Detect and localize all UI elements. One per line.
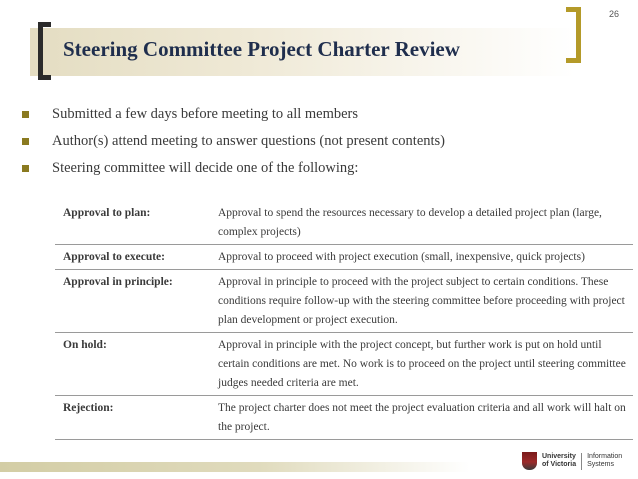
university-logo [522,449,622,473]
bullet-text: Submitted a few days before meeting to all members [52,106,359,122]
slide-title: Steering Committee Project Charter Review [63,37,460,61]
decision-description: Approval in principle to proceed with the project subject to certain conditions. These conditions require follow-up with the steering committee before proceeding with project plan development or project execution. [210,270,633,333]
department-name: Information Systems [587,453,623,468]
decision-description: Approval to proceed with project execution (small, inexpensive, quick projects) [210,245,633,270]
table-row [55,245,633,270]
table-row [55,396,633,440]
decision-table [55,201,633,440]
decision-term: Approval to execute: [55,245,210,270]
bullet-list [22,101,445,182]
decision-term: Rejection: [55,396,210,440]
bullet-item [22,101,445,128]
right-bracket-decoration [566,7,581,63]
table-row [55,270,633,333]
crest-icon [522,452,537,470]
bullet-square-icon [22,111,29,118]
decision-term: On hold: [55,333,210,396]
decision-description: The project charter does not meet the project evaluation criteria and all work will halt on the project. [210,396,633,440]
bullet-square-icon [22,165,29,172]
bullet-item [22,128,445,155]
bullet-square-icon [22,138,29,145]
slide-number: 26 [608,9,619,19]
decision-description: Approval to spend the resources necessary to develop a detailed project plan (large, complex projects) [210,201,633,245]
table-row [55,333,633,396]
decision-term: Approval in principle: [55,270,210,333]
left-bracket-decoration [38,22,51,80]
footer-bar [0,462,470,472]
logo-divider [581,453,582,470]
university-name: University of Victoria [542,453,577,468]
table-row [55,201,633,245]
decision-description: Approval in principle with the project concept, but further work is put on hold until certain conditions are met. No work is to proceed on the project until steering committee judges needed criteria are met. [210,333,633,396]
bullet-text: Author(s) attend meeting to answer questions (not present contents) [52,133,446,149]
decision-term: Approval to plan: [55,201,210,245]
bullet-text: Steering committee will decide one of the following: [52,160,359,176]
bullet-item [22,155,445,182]
